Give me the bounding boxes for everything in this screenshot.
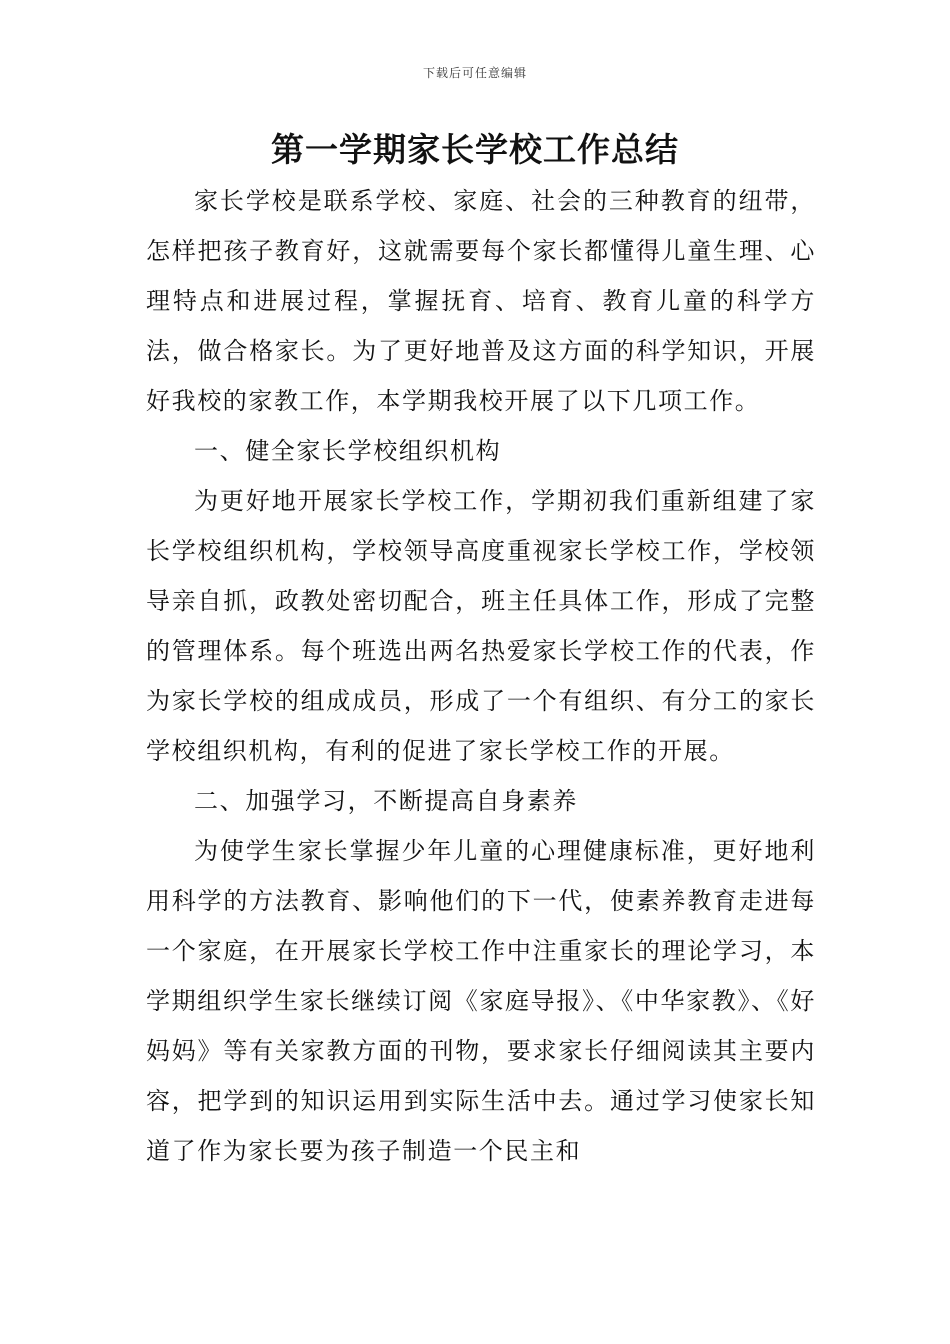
paragraph-section-1: 为更好地开展家长学校工作，学期初我们重新组建了家长学校组织机构，学校领导高度重视家长学校工作，学校领导亲自抓，政教处密切配合，班主任具体工作，形成了完整的管理体系。每个班选出两名热爱家长学校工作的代表，作为家长学校的组成成员，形成了一个有组织、有分工的家长学校组织机构，有利的促进了家长学校工作的开展。 <box>146 487 816 765</box>
download-note: 下载后可任意编辑 <box>422 66 527 80</box>
document-body <box>146 176 816 1176</box>
document-title: 第一学期家长学校工作总结 <box>271 130 679 169</box>
paragraph-intro: 家长学校是联系学校、家庭、社会的三种教育的纽带，怎样把孩子教育好，这就需要每个家长都懂得儿童生理、心理特点和进展过程，掌握抚育、培育、教育儿童的科学方法，做合格家长。为了更好地普及这方面的科学知识，开展好我校的家教工作，本学期我校开展了以下几项工作。 <box>146 187 816 415</box>
paragraph-section-2: 为使学生家长掌握少年儿童的心理健康标准，更好地利用科学的方法教育、影响他们的下一代，使素养教育走进每一个家庭，在开展家长学校工作中注重家长的理论学习，本学期组织学生家长继续订阅《家庭导报》、《中华家教》、《好妈妈》等有关家教方面的刊物，要求家长仔细阅读其主要内容，把学到的知识运用到实际生活中去。通过学习使家长知道了作为家长要为孩子制造一个民主和 <box>146 837 816 1165</box>
section-heading-1: 一、健全家长学校组织机构 <box>194 437 502 465</box>
section-heading-2: 二、加强学习，不断提高自身素养 <box>194 787 578 815</box>
